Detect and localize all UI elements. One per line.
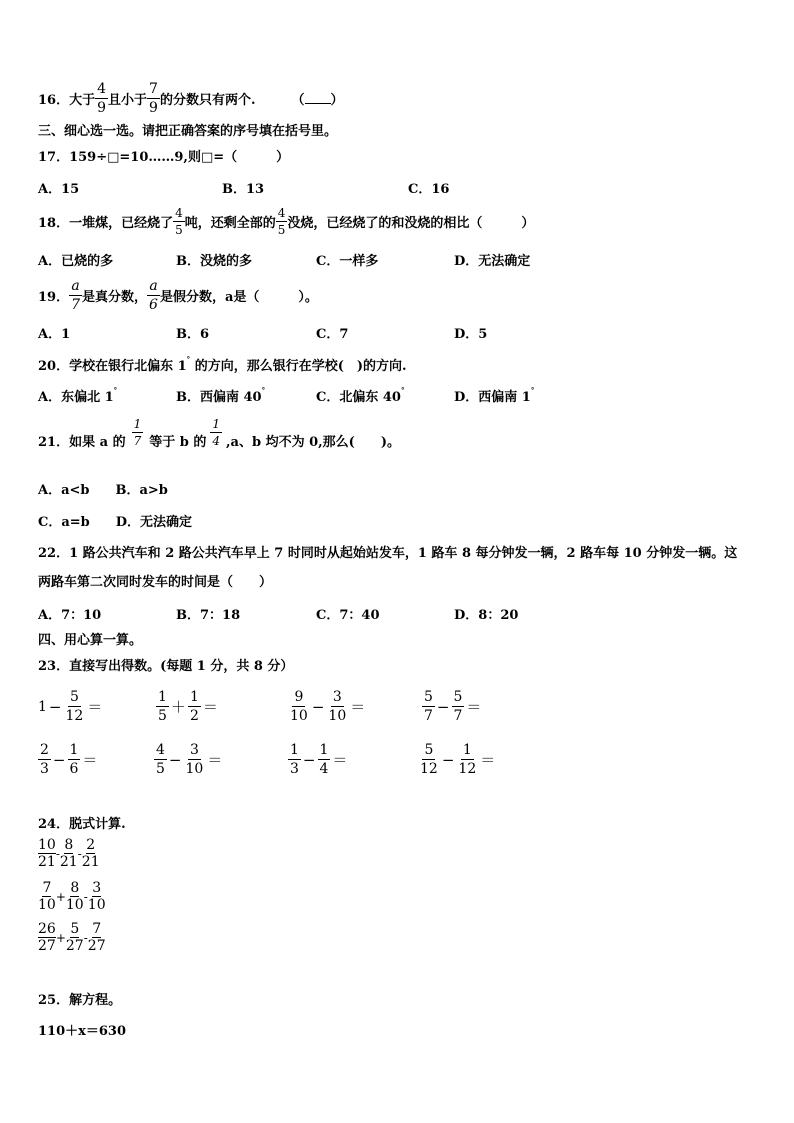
question-22-line-2: 两路车第二次同时发车的时间是（ ）	[38, 575, 273, 590]
q16-text-c: 的分数只有两个.	[159, 92, 256, 108]
q19-fraction-2: $\frac{a}{6}$	[149, 277, 158, 313]
q23-item-2: $\frac{1}{5}$ ＋ $\frac{1}{2}$ ＝	[158, 689, 218, 724]
q20-option-a: A．东偏北 1°	[38, 386, 118, 405]
q23-item-8: $\frac{5}{12}$ − $\frac{1}{12}$ ＝	[420, 742, 496, 777]
q16-text-a: 大于	[69, 92, 96, 108]
q25-equation: 110＋x＝630	[38, 1024, 127, 1039]
question-16	[38, 80, 344, 116]
q22-option-c: C．7：40	[316, 608, 380, 623]
q20-option-b: B．西偏南 40°	[176, 386, 266, 405]
section-3-heading: 三、细心选一选。请把正确答案的序号填在括号里。	[38, 124, 338, 139]
question-25-title: 25．解方程。	[38, 993, 122, 1008]
question-23-title: 23．直接写出得数。(每题 1 分，共 8 分）	[38, 659, 294, 674]
q16-fraction-1: $\frac{4}{9}$	[97, 80, 107, 116]
q19-number: 19．	[38, 289, 70, 305]
q19-text-b: 是假分数，a是（ ）。	[159, 289, 318, 305]
q17-option-c: C．16	[408, 182, 450, 197]
q18-fraction-1: $\frac{4}{5}$	[175, 205, 183, 237]
q23-item-7: $\frac{1}{3}$ − $\frac{1}{4}$ ＝	[290, 742, 348, 777]
question-19	[38, 276, 318, 314]
q20-degree-mark: °	[186, 355, 191, 364]
q22-option-a: A．7：10	[38, 608, 102, 623]
q19-option-a: A．1	[38, 327, 71, 342]
q21-text-a: 21．如果 a 的	[38, 434, 126, 450]
q22-option-b: B．7：18	[176, 608, 241, 623]
q17-option-a: A．15	[38, 182, 80, 197]
question-17: 17．159÷□=10……9,则□=（ ）	[38, 150, 290, 165]
q19-text-a: 是真分数，	[82, 289, 148, 305]
q18-text-c: 没烧，已经烧了的和没烧的相比（ ）	[287, 215, 535, 231]
q19-option-d: D．5	[454, 327, 488, 342]
q16-text-b: 且小于	[108, 92, 148, 108]
q24-expression-2: $\frac{7}{10}$ + $\frac{8}{10}$ - $\frac{3}{10}$	[38, 880, 106, 913]
q20-option-c: C．北偏东 40°	[316, 386, 405, 405]
q17-option-b: B．13	[222, 182, 265, 197]
q20-text-a: 20．学校在银行北偏东 1	[38, 359, 187, 374]
q16-answer-bracket: （ ）	[291, 92, 344, 108]
q19-option-c: C．7	[316, 327, 349, 342]
q23-item-1: 1 − $\frac{5}{12}$ ＝	[38, 689, 103, 724]
q16-fraction-2: $\frac{7}{9}$	[149, 80, 158, 116]
q16-answer-blank	[305, 93, 331, 104]
q23-item-4: $\frac{5}{7}$ − $\frac{5}{7}$ ＝	[424, 689, 482, 724]
q16-number: 16．	[38, 92, 70, 108]
question-21	[38, 416, 400, 460]
section-4-heading: 四、用心算一算。	[38, 633, 143, 648]
q19-option-b: B．6	[176, 327, 210, 342]
q19-fraction-1: $\frac{a}{7}$	[71, 277, 81, 313]
q18-text-b: 吨，还剩全部的	[184, 215, 276, 231]
question-20	[38, 355, 407, 374]
q21-options-row-1: A．a<b B．a>b	[38, 483, 168, 498]
q18-fraction-2: $\frac{4}{5}$	[277, 205, 286, 237]
q21-options-row-2: C．a=b D．无法确定	[38, 515, 193, 530]
q24-expression-3: $\frac{26}{27}$ + $\frac{5}{27}$ - $\frac{7}{27}$	[38, 921, 106, 954]
q21-fraction-1: $\frac{1}{7}$	[133, 416, 142, 448]
q18-option-b: B．没烧的多	[176, 254, 252, 269]
question-22-line-1: 22．1 路公共汽车和 2 路公共汽车早上 7 时同时从起始站发车，1 路车 8 每分钟发一辆，2 路车每 10 分钟发一辆。这	[38, 546, 738, 561]
q23-item-5: $\frac{2}{3}$ − $\frac{1}{6}$ ＝	[40, 742, 98, 777]
q18-option-a: A．已烧的多	[38, 254, 114, 269]
question-24-title: 24．脱式计算.	[38, 817, 126, 832]
q24-expression-1: $\frac{10}{21}$ - $\frac{8}{21}$ - $\frac{2}{21}$	[38, 837, 100, 870]
q18-option-c: C．一样多	[316, 254, 379, 269]
q21-text-c: ,a、b 均不为 0,那么( )。	[226, 434, 400, 450]
q18-text-a: 18．一堆煤，已经烧了	[38, 215, 174, 231]
q21-fraction-2: $\frac{1}{4}$	[212, 416, 221, 448]
q23-item-1-whole: 1	[38, 698, 47, 715]
q20-text-b: 的方向，那么银行在学校( )的方向.	[190, 359, 407, 374]
question-18	[38, 204, 534, 238]
q20-option-d: D．西偏南 1°	[454, 386, 535, 405]
q22-option-d: D．8：20	[454, 608, 519, 623]
q18-option-d: D．无法确定	[454, 254, 531, 269]
q21-text-b: 等于 b 的	[149, 434, 207, 450]
q23-item-3: $\frac{9}{10}$ − $\frac{3}{10}$ ＝	[290, 689, 366, 724]
q23-item-1-frac: $\frac{5}{12}$	[65, 689, 84, 724]
q23-item-6: $\frac{4}{5}$ − $\frac{3}{10}$ ＝	[156, 742, 223, 777]
